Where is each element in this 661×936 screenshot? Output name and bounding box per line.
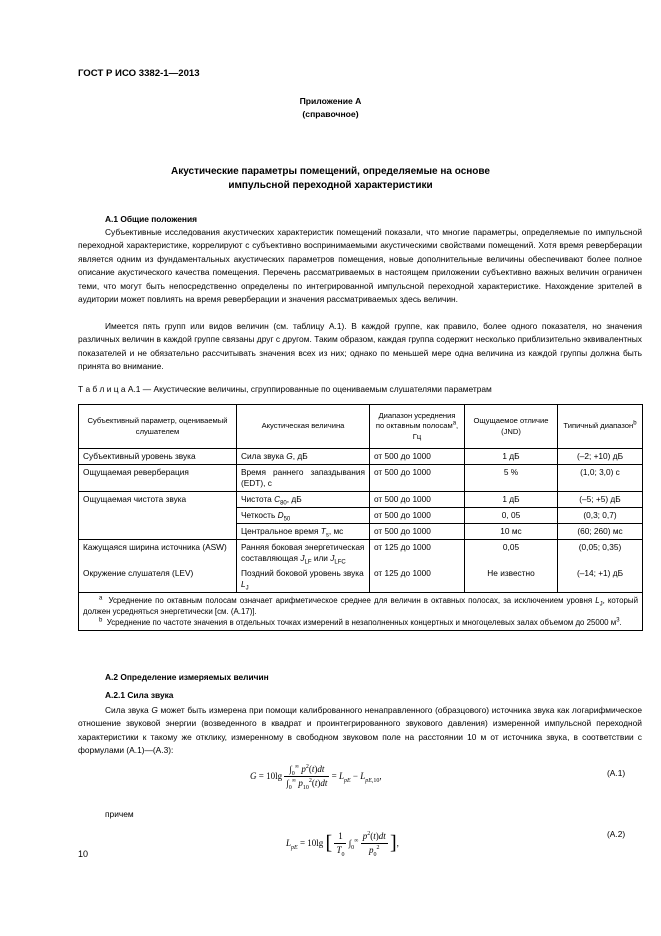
- table-note-a: $^a$ Усреднение по октавным полосам означает арифметическое среднее для величин в октавных полосах, за исключением уровня $L_J$, который должен усредняться энергетически [см. (А.17)].: [83, 595, 638, 616]
- table-row: [79, 566, 643, 593]
- cell-param: Ощущаемая реверберация: [79, 465, 237, 492]
- page-number: 10: [78, 849, 89, 859]
- cell-jnd: 0, 05: [465, 508, 558, 524]
- cell-param: Ощущаемая чистота звука: [79, 492, 237, 540]
- table-row: [79, 492, 643, 508]
- formula-a2: $L_{pE} = 10\lg$ [ $\frac{1}{T_0}$ $\int_0^\infty$ $\frac{p^2(t)dt}{p_0^2}$ ],: [286, 831, 399, 859]
- cell-quantity: Поздний боковой уровень звука $L_J$: [237, 566, 370, 593]
- table-caption-prefix: Т а б л и ц а: [78, 384, 126, 394]
- table-caption: [78, 383, 492, 396]
- cell-typical: (1,0; 3,0) с: [558, 465, 643, 492]
- cell-range: от 125 до 1000: [370, 566, 465, 593]
- header-subjective-parameter: Субъективный параметр, оцениваемый слушателем: [79, 405, 237, 449]
- cell-jnd: 0,05: [465, 540, 558, 567]
- appendix-title-line2: импульсной переходной характеристики: [228, 180, 433, 191]
- cell-range: от 500 до 1000: [370, 508, 465, 524]
- section-a21-heading: А.2.1 Сила звука: [105, 690, 174, 700]
- cell-typical: (0,05; 0,35): [558, 540, 643, 567]
- table-row: [79, 449, 643, 465]
- table-caption-text: А.1 — Акустические величины, сгруппированные по оцениваемым слушателями параметрам: [127, 384, 492, 394]
- cell-param: Кажущаяся ширина источника (ASW): [79, 540, 237, 567]
- formula-a1-label: (А.1): [607, 768, 626, 778]
- table-notes-row: [79, 593, 643, 631]
- cell-typical: (–14; +1) дБ: [558, 566, 643, 593]
- cell-quantity: Центральное время $T_s$, мс: [237, 524, 370, 540]
- cell-range: от 125 до 1000: [370, 540, 465, 567]
- table-row: [79, 465, 643, 492]
- cell-quantity: Ранняя боковая энергетическая составляющая $J_{LF}$ или $J_{LFC}$: [237, 540, 370, 567]
- section-a1-paragraph-1: Субъективные исследования акустических характеристик помещений показали, что многие параметры, определяемые по импульсной переходной характеристике, коррелируют с субъективно воспринимаемыми акустическими свойствами помещений. Хотя время реверберации является одним из фундаментальных акустических параметров помещения, новые дополнительные величины обеспечивают более полное описание акустического качества помещения. Перечень рассматриваемых в настоящем приложении субъективно важных величин ограничен теми, что могут быть непосредственно определены по интегрированной импульсной переходной характеристике. Нахождение зрителей в аудитории может повлиять на время реверберации и значения рассматриваемых здесь величин.: [78, 227, 642, 305]
- acoustic-quantities-table: [78, 404, 643, 631]
- cell-range: от 500 до 1000: [370, 492, 465, 508]
- formula-a1: G = 10lg $\frac{\int_0^\infty p^2(t)dt}{\int_0^\infty p_{10}^2(t)dt}$ = $L_{pE} - L_{pE,10}$,: [250, 764, 382, 792]
- cell-jnd: Не известно: [465, 566, 558, 593]
- formula-a2-label: (А.2): [607, 829, 626, 839]
- cell-quantity: Сила звука G, дБ: [237, 449, 370, 465]
- table-notes: [79, 593, 643, 631]
- table-row: [79, 540, 643, 567]
- cell-range: от 500 до 1000: [370, 465, 465, 492]
- appendix-label: Приложение А: [299, 96, 362, 106]
- table-header-row: [79, 405, 643, 449]
- cell-quantity: Четкость $D_{50}$: [237, 508, 370, 524]
- section-a1-paragraph-2: Имеется пять групп или видов величин (см. таблицу А.1). В каждой группе, как правило, более одного показателя, но значения различных величин в каждой группе связаны друг с другом. Таким образом, каждая группа содержит несколько приблизительно эквивалентных показателей и не обязательно рассчитывать значения всех из них; однако по меньшей мере одна величина из каждой группы должна быть принята во внимание.: [78, 321, 642, 372]
- header-acoustic-quantity: Акустическая величина: [237, 405, 370, 449]
- cell-quantity: Время раннего запаздывания (EDT), с: [237, 465, 370, 492]
- section-a2-heading: А.2 Определение измеряемых величин: [105, 672, 269, 682]
- cell-typical: (0,3; 0,7): [558, 508, 643, 524]
- header-averaging-range: Диапазон усреднения по октавным полосам$^a$, Гц: [370, 405, 465, 449]
- cell-quantity: Чистота $C_{80}$, дБ: [237, 492, 370, 508]
- appendix-title: [120, 165, 541, 193]
- table-note-b: $^b$ Усреднение по частоте значения в отдельных точках измерений в незаполненных концертных и многоцелевых залах объемом до 25000 $м^3$.: [99, 617, 622, 627]
- cell-typical: (60; 260) мс: [558, 524, 643, 540]
- cell-range: от 500 до 1000: [370, 449, 465, 465]
- appendix-note: (справочное): [302, 109, 359, 119]
- document-standard-header: ГОСТ Р ИСО 3382-1—2013: [78, 68, 200, 79]
- header-typical-range: Типичный диапазон$^b$: [558, 405, 643, 449]
- cell-typical: (–2; +10) дБ: [558, 449, 643, 465]
- appendix-title-line1: Акустические параметры помещений, определяемые на основе: [171, 166, 490, 177]
- cell-param: Окружение слушателя (LEV): [79, 566, 237, 593]
- cell-jnd: 1 дБ: [465, 449, 558, 465]
- cell-jnd: 5 %: [465, 465, 558, 492]
- header-jnd: Ощущаемое отличие (JND): [465, 405, 558, 449]
- section-a1-heading: А.1 Общие положения: [105, 214, 198, 224]
- cell-typical: (–5; +5) дБ: [558, 492, 643, 508]
- cell-range: от 500 до 1000: [370, 524, 465, 540]
- connector-text: причем: [105, 809, 134, 819]
- appendix-label-block: [0, 95, 661, 121]
- section-a21-paragraph: Сила звука G может быть измерена при помощи калиброванного ненаправленного (образцового) источника звука как логарифмическое отношение звуковой энергии (возведенного в квадрат и проинтегрированного звукового давления) измеренной импульсной переходной характеристики к такому же отклику, измеренному в свободном звуковом поле на расстоянии 10 м от источника звука, в соответствии с формулами (А.1)—(А.3):: [78, 705, 642, 756]
- cell-param: Субъективный уровень звука: [79, 449, 237, 465]
- cell-jnd: 10 мс: [465, 524, 558, 540]
- cell-jnd: 1 дБ: [465, 492, 558, 508]
